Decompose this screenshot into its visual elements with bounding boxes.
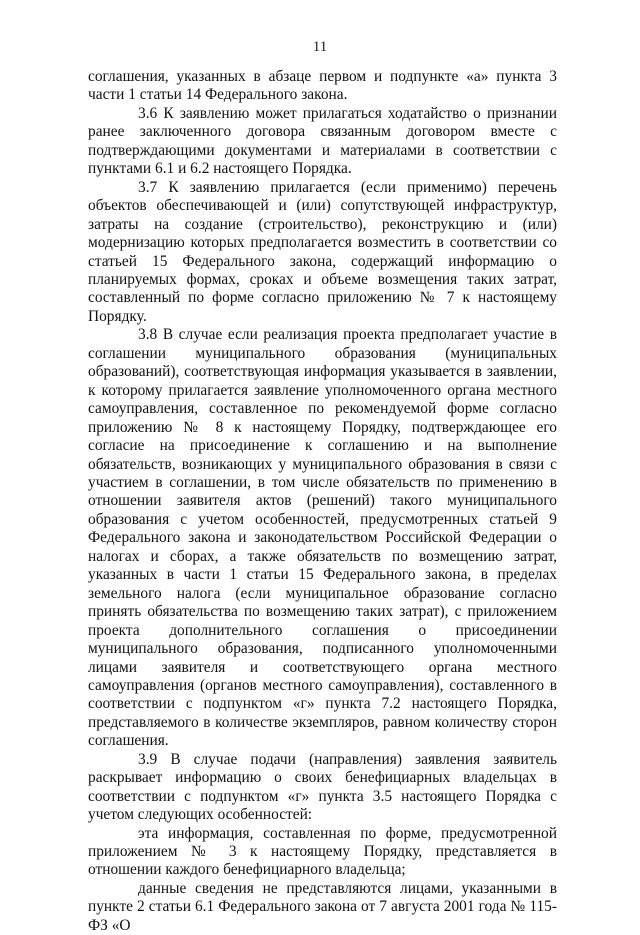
paragraph-3-9: 3.9 В случае подачи (направления) заявления заявитель раскрывает информацию о своих бенефициарных владельцах в соответствии с подпунктом «г» пункта 3.5 настоящего Порядка с учетом следующих особенностей: (88, 750, 557, 824)
paragraph-data-exempt: данные сведения не представляются лицами, указанными в пункте 2 статьи 6.1 Федерального закона от 7 августа 2001 года № 115-ФЗ «О (88, 879, 557, 934)
paragraph-info-form: эта информация, составленная по форме, предусмотренной приложением № 3 к настоящему Порядку, представляется в отношении каждого бенефициарного владельца; (88, 824, 557, 879)
paragraph-3-7: 3.7 К заявлению прилагается (если применимо) перечень объектов обеспечивающей и (или) сопутствующей инфраструктур, затраты на создание (строительство), реконструкцию и (или) модернизацию которых предполагается возместить в соответствии со статьей 15 Федерального закона, содержащий информацию о планируемых формах, сроках и объеме возмещения таких затрат, составленный по форме согласно приложению № 7 к настоящему Порядку. (88, 178, 557, 325)
paragraph-continuation: соглашения, указанных в абзаце первом и подпункте «а» пункта 3 части 1 статьи 14 Федерального закона. (88, 68, 557, 104)
page-number: 11 (312, 39, 328, 55)
document-body (88, 68, 557, 935)
paragraph-3-6: 3.6 К заявлению может прилагаться ходатайство о признании ранее заключенного договора связанным договором вместе с подтверждающими документами и материалами в соответствии с пунктами 6.1 и 6.2 настоящего Порядка. (88, 104, 557, 178)
paragraph-3-8: 3.8 В случае если реализация проекта предполагает участие в соглашении муниципального образования (муниципальных образований), соответствующая информация указывается в заявлении, к которому прилагается заявление уполномоченного органа местного самоуправления, составленное по рекомендуемой форме согласно приложению № 8 к настоящему Порядку, подтверждающее его согласие на присоединение к соглашению и на выполнение обязательств, возникающих у муниципального образования в связи с участием в соглашении, в том числе обязательств по применению в отношении заявителя актов (решений) такого муниципального образования с учетом особенностей, предусмотренных статьей 9 Федерального закона и законодательством Российской Федерации о налогах и сборах, а также обязательств по возмещению затрат, указанных в части 1 статьи 15 Федерального закона, в пределах земельного налога (если муниципальное образование согласно принять обязательства по возмещению таких затрат), с приложением проекта дополнительного соглашения о присоединении муниципального образования, подписанного уполномоченными лицами заявителя и соответствующего органа местного самоуправления (органов местного самоуправления), составленного в соответствии с подпунктом «г» пункта 7.2 настоящего Порядка, представляемого в количестве экземпляров, равном количеству сторон соглашения. (88, 326, 557, 750)
